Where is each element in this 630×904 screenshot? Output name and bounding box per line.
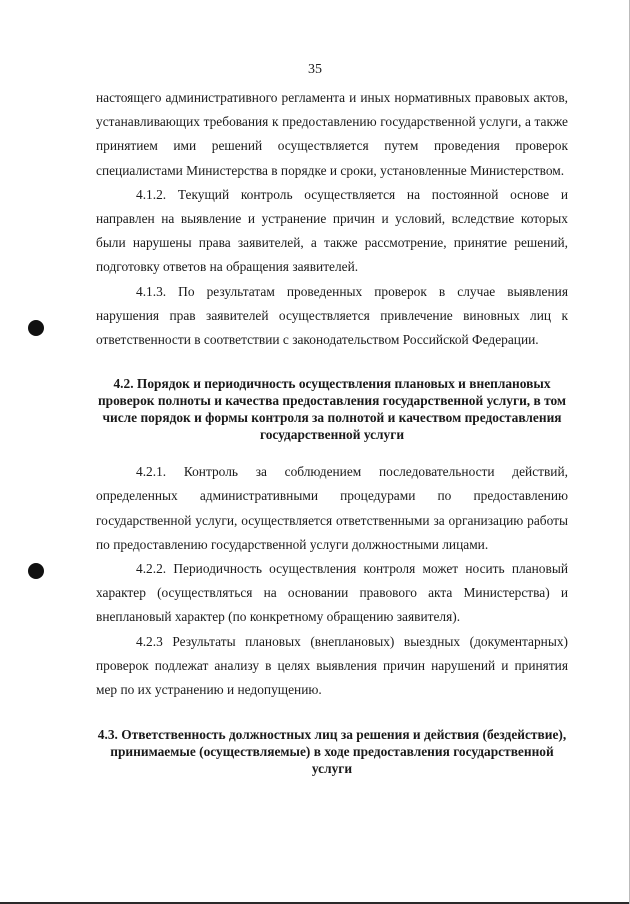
paragraph-4-2-1: 4.2.1. Контроль за соблюдением последовательности действий, определенных административными процедурами по предоставлению государственной услуги, осуществляется ответственными за организацию работы по предоставлению государственной услуги должностными лицами. bbox=[96, 464, 568, 552]
section-heading-4-3: 4.3. Ответственность должностных лиц за решения и действия (бездействие), принимаемые (осуществляемые) в ходе предоставления государственной услуги bbox=[97, 727, 567, 777]
paragraph-4-2-2: 4.2.2. Периодичность осуществления контроля может носить плановый характер (осуществляться на основании правового акта Министерства) и внеплановый характер (по конкретному обращению заявителя). bbox=[96, 561, 568, 625]
punch-hole-lower bbox=[28, 563, 44, 579]
paragraph-4-1-2: 4.1.2. Текущий контроль осуществляется на постоянной основе и направлен на выявление и устранение причин и условий, вследствие которых были нарушены права заявителей, а также рассмотрение, принятие решений, подготовку ответов на обращения заявителей. bbox=[96, 186, 568, 275]
paragraph-continuation: настоящего административного регламента и иных нормативных правовых актов, устанавливающих требования к предоставлению государственной услуги, а также принятием ими решений осуществляется путем проведения проверок специалистами Министерства в порядке и сроки, установленные Министерством. bbox=[96, 90, 568, 178]
page-number: 35 bbox=[308, 62, 322, 77]
document-body bbox=[96, 86, 568, 777]
paragraph-4-2-3: 4.2.3 Результаты плановых (внеплановых) выездных (документарных) проверок подлежат анализу в целях выявления причин нарушений и принятия мер по их устранению и недопущению. bbox=[96, 633, 568, 698]
punch-hole-upper bbox=[28, 320, 44, 336]
section-heading-4-2: 4.2. Порядок и периодичность осуществления плановых и внеплановых проверок полноты и качества предоставления государственной услуги, в том числе порядок и формы контроля за полнотой и качеством предоставления государственной услуги bbox=[97, 376, 567, 443]
paragraph-4-1-3: 4.1.3. По результатам проведенных проверок в случае выявления нарушения прав заявителей осуществляется привлечение виновных лиц к ответственности в соответствии с законодательством Российской Федерации. bbox=[96, 283, 568, 348]
